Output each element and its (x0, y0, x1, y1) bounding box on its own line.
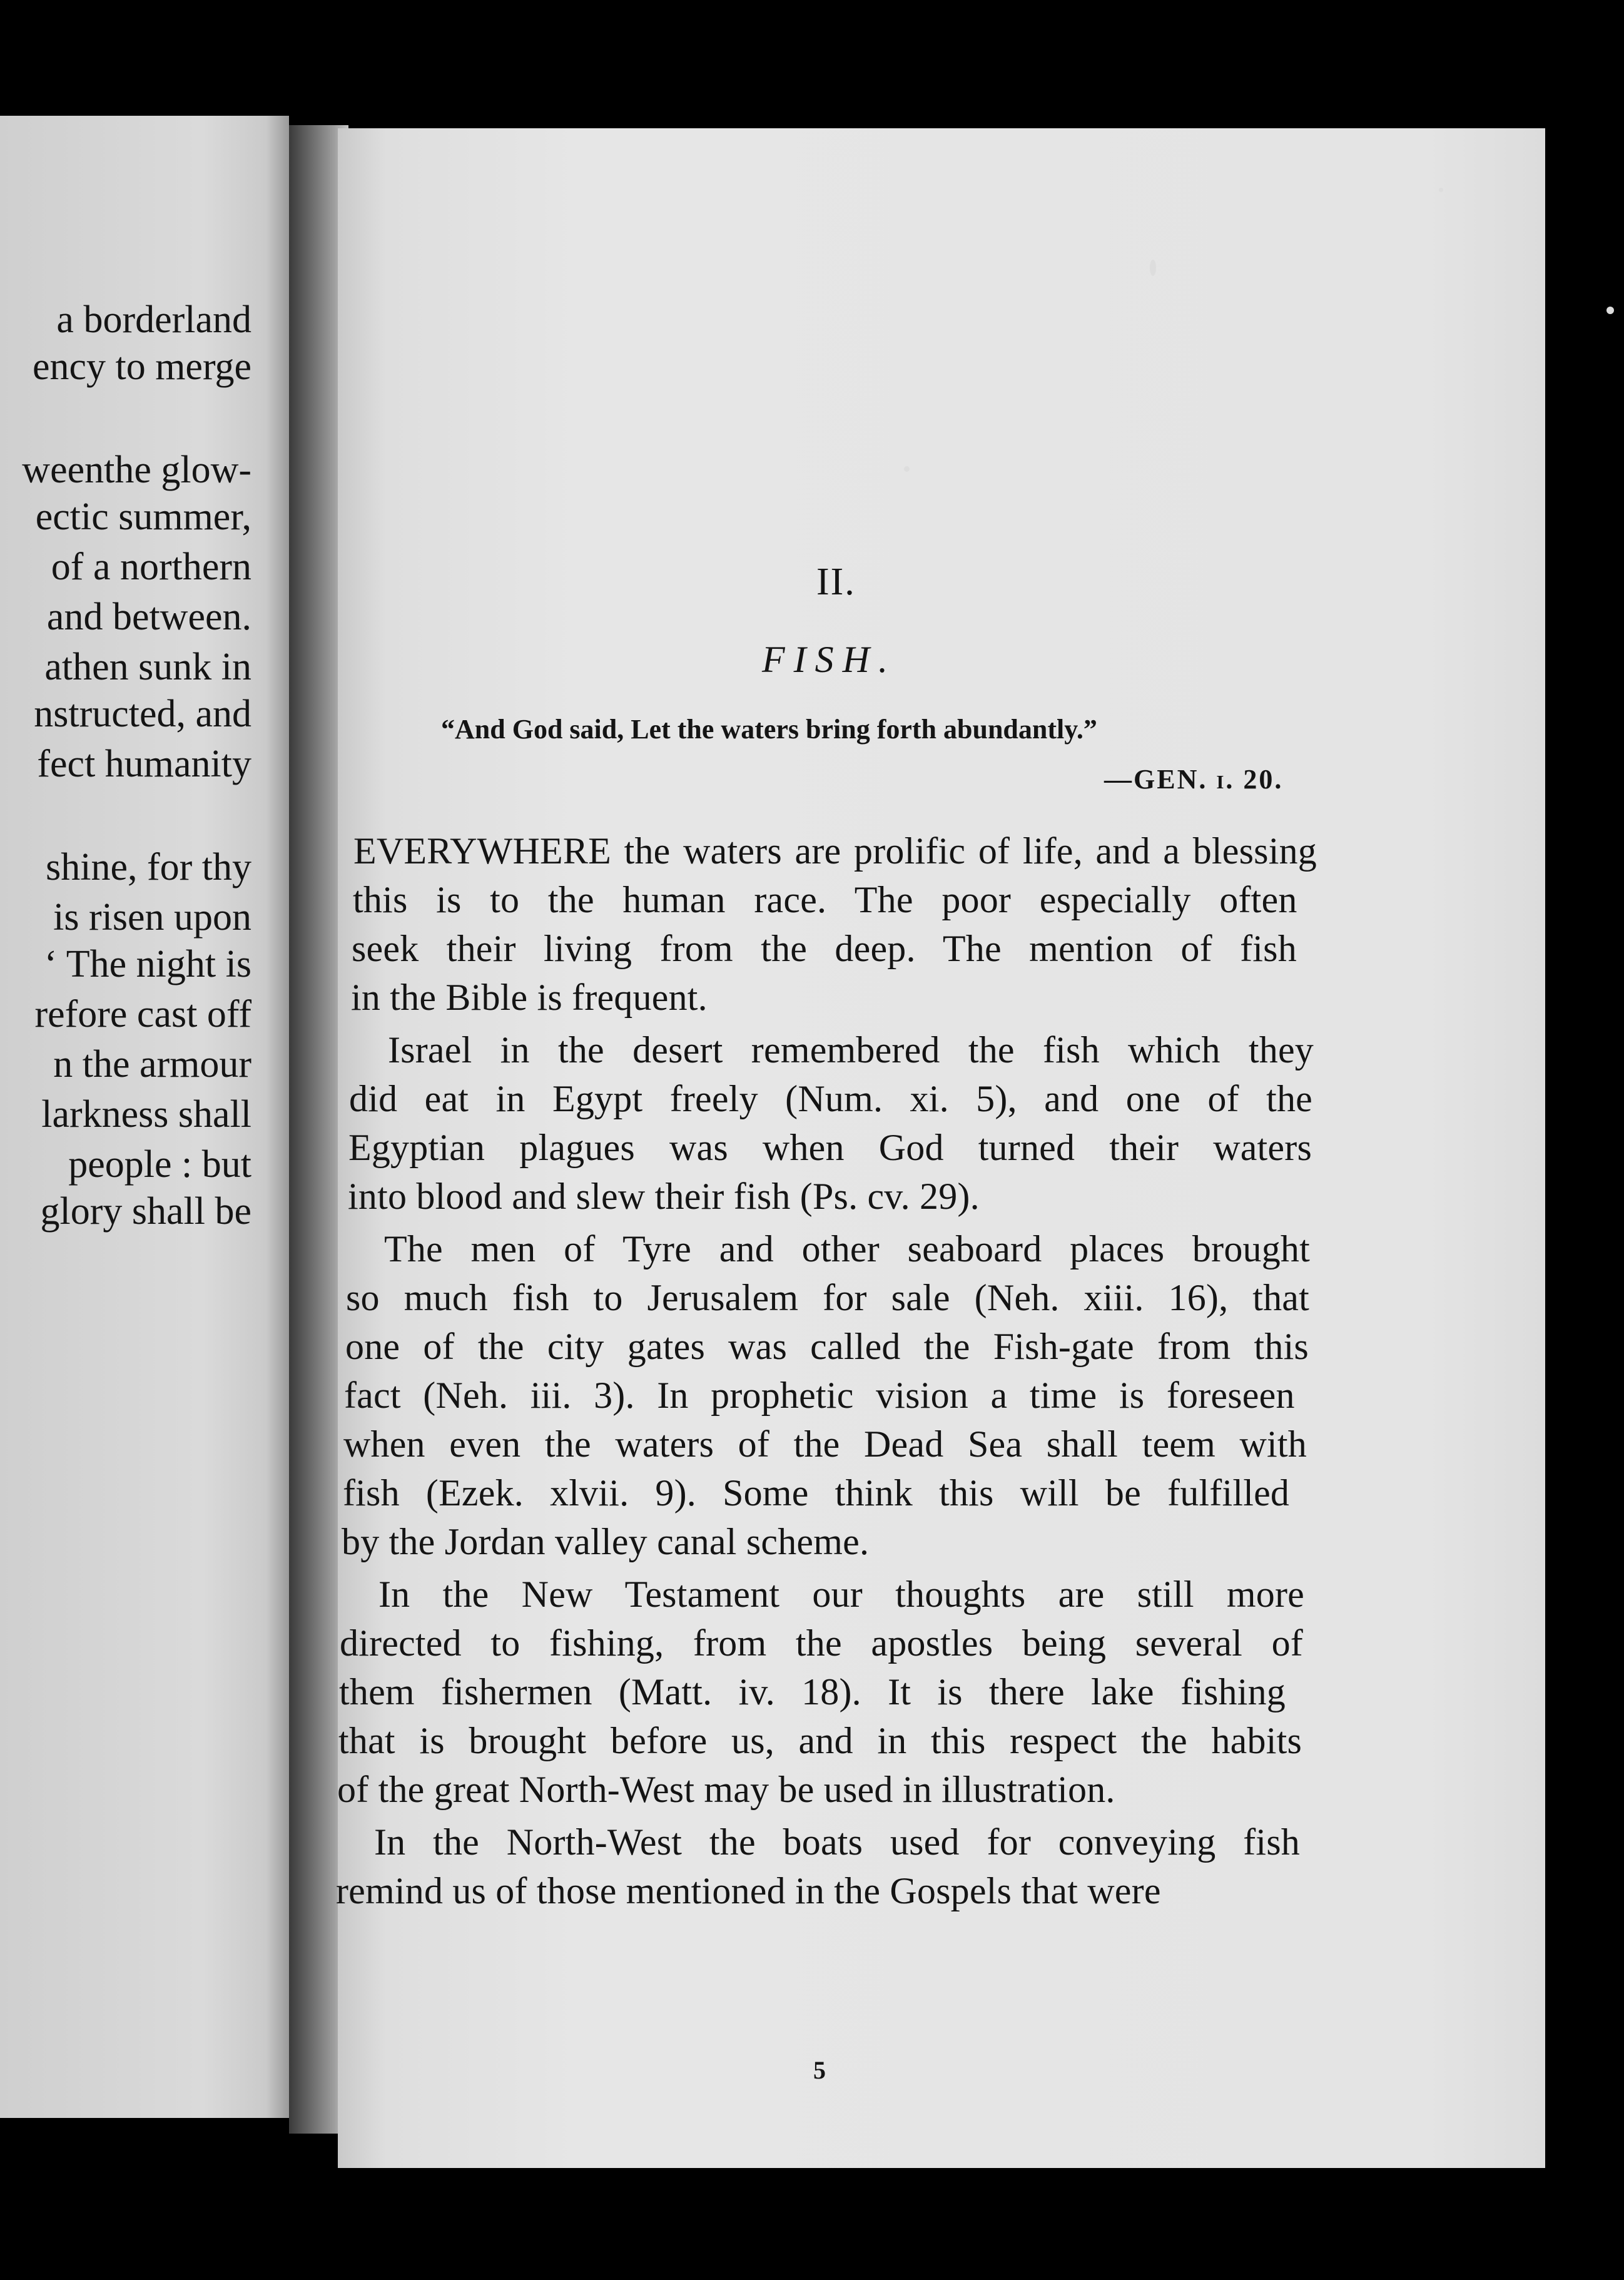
dust-speck (904, 466, 910, 472)
left-page-fragment (0, 116, 289, 2118)
body-line: seek their living from the deep. The mention of fish (352, 928, 1297, 969)
dust-speck (1150, 260, 1156, 276)
left-page-line: ectic summer, (35, 496, 251, 538)
left-page-line: weenthe glow- (22, 449, 251, 491)
body-line: Egyptian plagues was when God turned their waters (348, 1127, 1312, 1168)
body-line: directed to fishing, from the apostles being several of (340, 1622, 1303, 1664)
body-line: In the New Testament our thoughts are still more (378, 1574, 1304, 1615)
left-page-line: fect humanity (37, 743, 251, 785)
left-page-line: a borderland (56, 298, 251, 341)
left-page-line: refore cast off (34, 993, 251, 1036)
body-line: in the Bible is frequent. (351, 977, 708, 1018)
left-page-line: is risen upon (53, 896, 251, 939)
body-line: In the North-West the boats used for conveying fish (374, 1821, 1300, 1863)
left-page-line: ency to merge (32, 345, 251, 388)
epigraph-citation: —GEN. i. 20. (1104, 764, 1284, 795)
body-line: by the Jordan valley canal scheme. (342, 1521, 870, 1562)
left-page-line: people : but (68, 1143, 251, 1186)
body-line: The men of Tyre and other seaboard places brought (384, 1228, 1310, 1270)
body-line: into blood and slew their fish (Ps. cv. 29). (348, 1176, 980, 1217)
body-line: Israel in the desert remembered the fish which they (388, 1029, 1314, 1071)
left-page-line: nstructed, and (34, 693, 251, 735)
body-line: of the great North-West may be used in illustration. (337, 1769, 1115, 1810)
page-number: 5 (813, 2056, 826, 2084)
left-page-line: glory shall be (40, 1190, 251, 1233)
body-line: this is to the human race. The poor especially often (353, 879, 1297, 920)
dust-speck (1439, 188, 1443, 192)
body-line: EVERYWHERE the waters are prolific of life, and a blessing (353, 830, 1317, 872)
dust-speck (1606, 307, 1614, 314)
body-line: did eat in Egypt freely (Num. xi. 5), and one of the (349, 1078, 1312, 1119)
body-line: fish (Ezek. xlvii. 9). Some think this will be fulfilled (343, 1472, 1290, 1514)
body-line: fact (Neh. iii. 3). In prophetic vision a time is foreseen (344, 1375, 1295, 1416)
chapter-number: II. (816, 561, 856, 603)
left-page-line: ‘ The night is (44, 943, 251, 985)
left-page-line: shine, for thy (46, 846, 251, 888)
left-page-line: n the armour (53, 1043, 251, 1086)
chapter-title: FISH. (762, 639, 896, 680)
body-line: that is brought before us, and in this respect the habits (338, 1720, 1302, 1761)
left-page-line: and between. (46, 596, 251, 638)
body-line: remind us of those mentioned in the Gospels that were (336, 1870, 1161, 1911)
body-line: so much fish to Jerusalem for sale (Neh. xiii. 16), that (346, 1277, 1309, 1318)
body-line: one of the city gates was called the Fish-gate from this (345, 1326, 1309, 1367)
left-page-line: athen sunk in (44, 646, 251, 688)
left-page-line: of a northern (51, 546, 251, 588)
left-page-line: larkness shall (41, 1093, 251, 1136)
epigraph-quote: “And God said, Let the waters bring forth abundantly.” (441, 714, 1097, 745)
body-line: them fishermen (Matt. iv. 18). It is there lake fishing (339, 1671, 1286, 1713)
body-line: when even the waters of the Dead Sea shall teem with (343, 1423, 1307, 1465)
right-page (338, 128, 1545, 2168)
